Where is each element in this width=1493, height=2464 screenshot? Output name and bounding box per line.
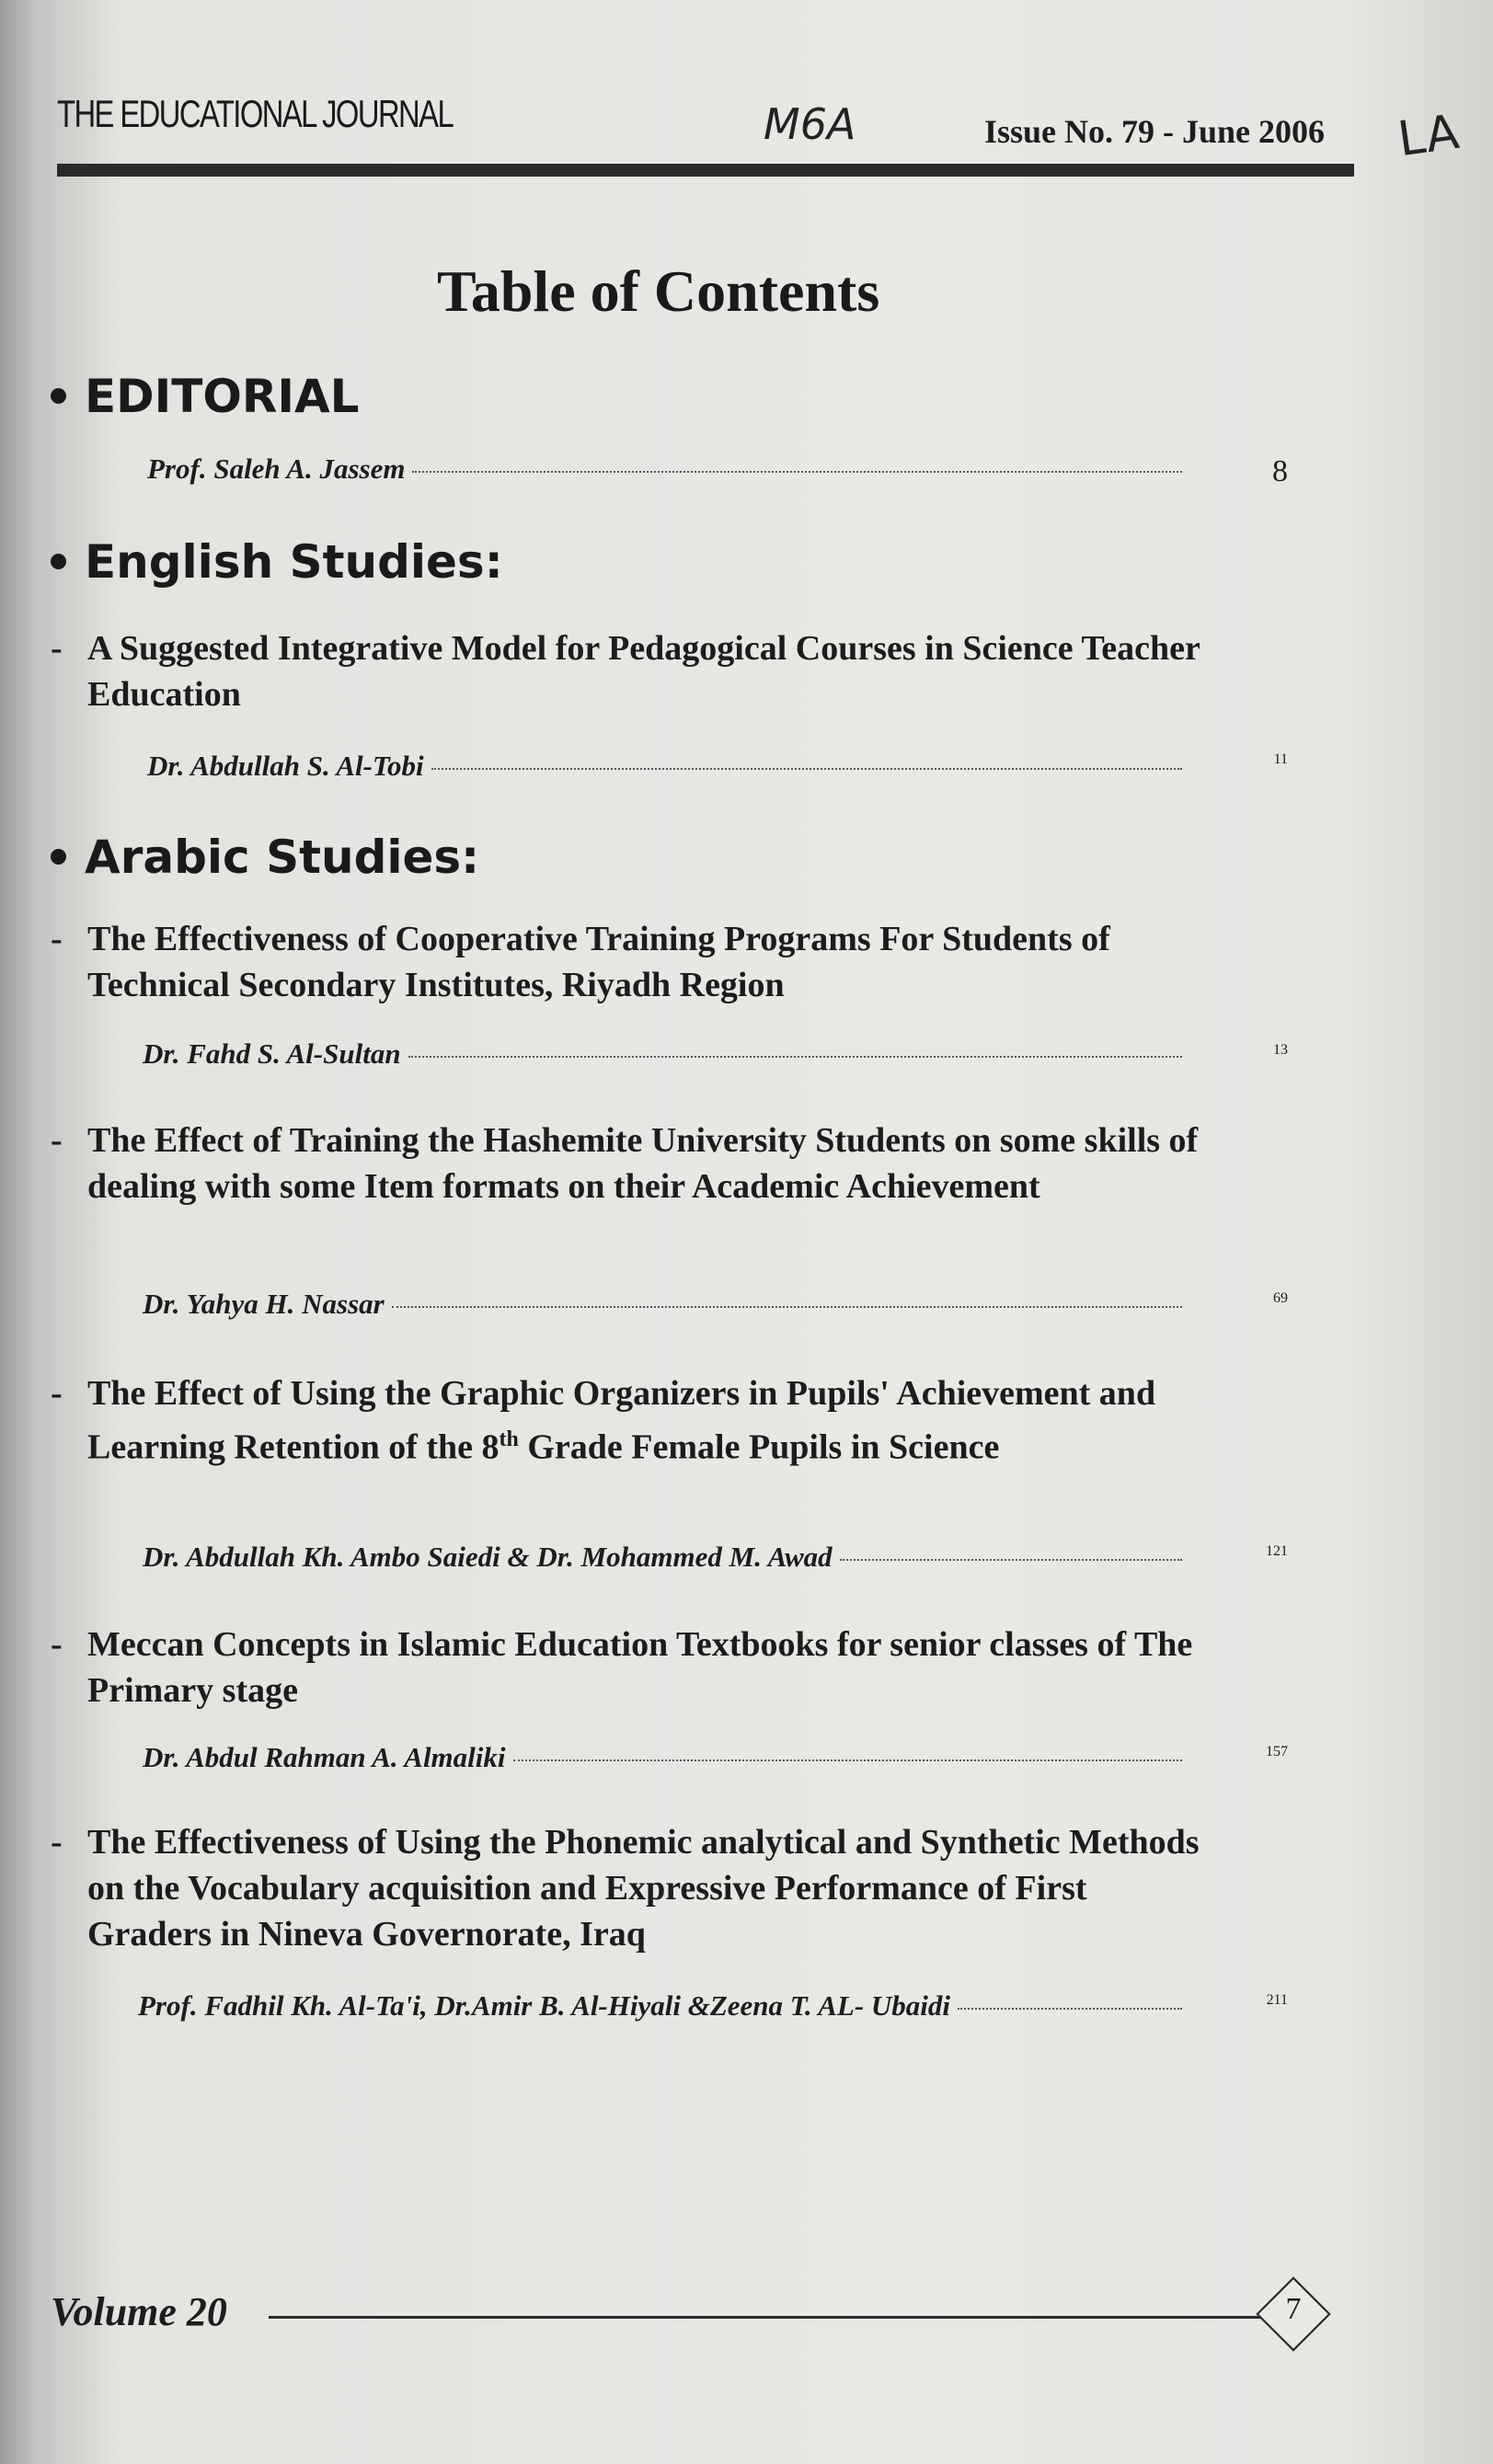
- dot-leader: [840, 1558, 1182, 1561]
- toc-entry-author-line: [147, 750, 1191, 783]
- toc-entry-title[interactable]: - The Effect of Using the Graphic Organizers in Pupils' Achievement and Learning Retention of the 8th Grade Female Pupils in Science: [51, 1374, 1156, 1467]
- toc-entry-editorial[interactable]: [147, 453, 1191, 486]
- entry-page-number: 69: [1273, 1290, 1288, 1306]
- journal-name: THE EDUCATIONAL JOURNAL: [57, 92, 454, 135]
- section-english-studies: [51, 535, 503, 589]
- entry-author: Dr. Abdullah S. Al-Tobi: [147, 750, 424, 782]
- dot-leader: [408, 1055, 1182, 1058]
- dot-leader: [412, 470, 1182, 473]
- entry-author: Dr. Abdul Rahman A. Almaliki: [143, 1741, 506, 1773]
- page-title: Table of Contents: [437, 258, 880, 324]
- section-arabic-studies: [51, 831, 479, 884]
- bullet-icon: [51, 554, 66, 569]
- entry-author: Dr. Yahya H. Nassar: [143, 1288, 385, 1320]
- dot-leader: [431, 767, 1182, 770]
- entry-page-number: 211: [1266, 1992, 1288, 2008]
- section-heading: English Studies:: [85, 535, 503, 589]
- toc-entry-author-line: [143, 1037, 1191, 1071]
- toc-entry-author-line: [143, 1288, 1191, 1321]
- entry-page-number: 11: [1273, 751, 1288, 767]
- section-editorial: [51, 370, 360, 423]
- entry-page-number: 121: [1266, 1543, 1288, 1559]
- entry-author: Prof. Fadhil Kh. Al-Ta'i, Dr.Amir B. Al-Hiyali &Zeena T. AL- Ubaidi: [138, 1989, 951, 2022]
- handwritten-note-right: LA: [1395, 104, 1463, 168]
- page-number-badge: [1257, 2277, 1330, 2351]
- toc-entry-title[interactable]: - Meccan Concepts in Islamic Education Textbooks for senior classes of The Primary stage: [51, 1625, 1193, 1710]
- entry-page-number: 8: [1272, 454, 1288, 488]
- toc-entry-author-line: [143, 1541, 1191, 1574]
- entry-author: Dr. Fahd S. Al-Sultan: [143, 1037, 401, 1070]
- dot-leader: [392, 1305, 1182, 1308]
- footer-rule: [269, 2316, 1260, 2319]
- toc-entry-title[interactable]: - The Effectiveness of Cooperative Training Programs For Students of Technical Secondary Institutes, Riyadh Region: [51, 920, 1110, 1004]
- dot-leader: [958, 2007, 1182, 2010]
- toc-entry-title[interactable]: - The Effect of Training the Hashemite University Students on some skills of dealing with some Item formats on their Academic Achievement: [51, 1121, 1199, 1206]
- toc-entry-title[interactable]: - The Effectiveness of Using the Phonemic analytical and Synthetic Methods on the Vocabulary acquisition and Expressive Performance of First Graders in Nineva Governorate, Iraq: [51, 1823, 1200, 1954]
- toc-entry-author-line: [143, 1741, 1191, 1774]
- entry-page-number: 13: [1273, 1042, 1288, 1058]
- toc-entry-author-line: [138, 1989, 1191, 2023]
- entry-page-number: 157: [1266, 1744, 1288, 1759]
- issue-info: Issue No. 79 - June 2006: [984, 113, 1326, 150]
- bullet-icon: [51, 849, 66, 865]
- page-number: 7: [1285, 2292, 1302, 2326]
- volume-label: Volume 20: [51, 2289, 227, 2334]
- dot-leader: [513, 1759, 1182, 1761]
- handwritten-note-left: M6A: [764, 99, 856, 149]
- entry-author: Dr. Abdullah Kh. Ambo Saiedi & Dr. Mohammed M. Awad: [143, 1541, 833, 1573]
- toc-entry-title[interactable]: - A Suggested Integrative Model for Pedagogical Courses in Science Teacher Education: [51, 629, 1200, 714]
- bullet-icon: [51, 388, 66, 404]
- section-heading: Arabic Studies:: [85, 831, 480, 884]
- entry-author: Prof. Saleh A. Jassem: [147, 453, 406, 485]
- header-rule: [57, 164, 1354, 177]
- section-heading: EDITORIAL: [85, 370, 360, 423]
